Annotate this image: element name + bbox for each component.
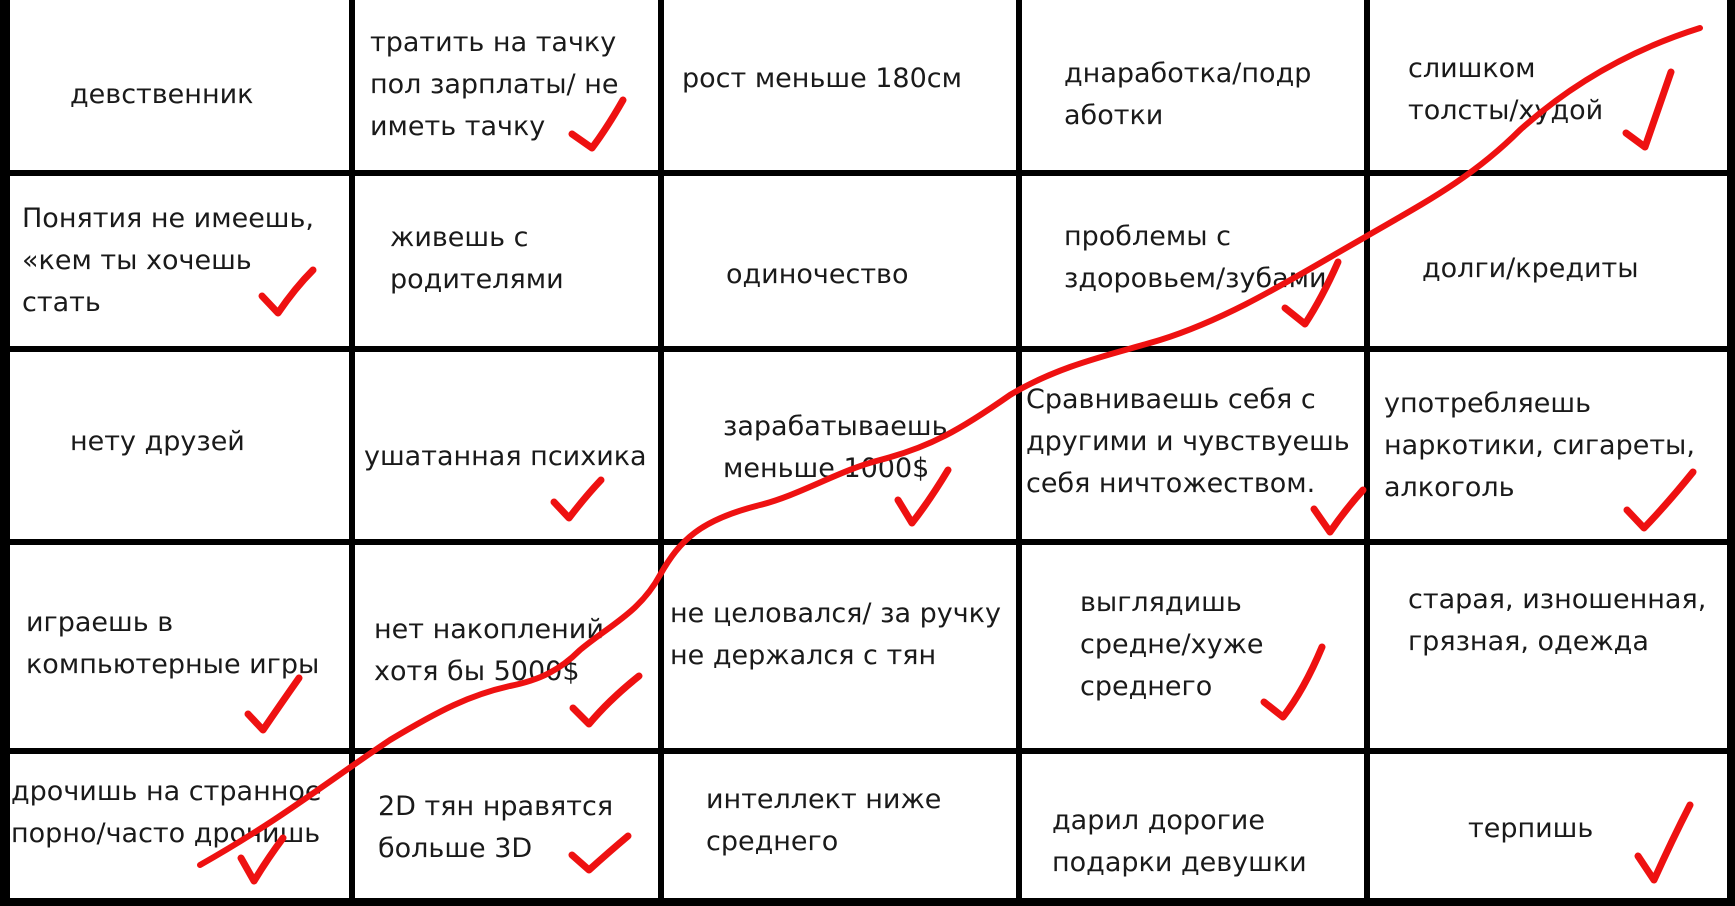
grid-line	[349, 0, 355, 906]
cell-r3c2-text: ушатанная психика	[364, 441, 647, 472]
cell-r1c3-text: рост меньше 180см	[682, 63, 963, 94]
cell-r5c2-text: 2D тян нравятся больше 3D	[378, 791, 614, 864]
grid-line	[1364, 0, 1370, 906]
cell-r5c1-text: дрочишь на странное порно/часто дрочишь	[11, 776, 322, 849]
cell-r4c5-text: старая, изношенная, грязная, одежда	[1408, 584, 1707, 657]
grid-line	[0, 0, 10, 906]
cell-r4c2-text: нет накоплений хотя бы 5000$	[374, 614, 604, 687]
cell-r3c3-text: зарабатываешь меньше 1000$	[723, 411, 948, 484]
cell-r5c5-text: терпишь	[1468, 813, 1594, 844]
grid-line	[1727, 0, 1735, 906]
cell-r2c1-text: Понятия не имеешь, «кем ты хочешь стать	[22, 203, 315, 318]
grid-line	[0, 170, 1735, 176]
cell-r2c5-text: долги/кредиты	[1422, 253, 1639, 284]
grid-line	[1016, 0, 1022, 906]
cell-r2c2-text: живешь с родителями	[390, 222, 564, 295]
grid-line	[658, 0, 664, 906]
grid-line	[0, 539, 1735, 545]
grid-line	[0, 898, 1735, 906]
cell-r1c4-text: днаработка/подр аботки	[1064, 58, 1312, 131]
cell-r1c1-text: девственник	[70, 79, 254, 110]
grid-line	[0, 748, 1735, 754]
cell-r2c4-text: проблемы с здоровьем/зубами	[1064, 221, 1327, 294]
cell-r3c4-text: Сравниваешь себя с другими и чувствуешь себя ничтожеством.	[1026, 384, 1350, 499]
cell-r4c3-text: не целовался/ за ручку не держался с тян	[670, 598, 1001, 671]
cell-r4c4-text: выглядишь средне/хуже среднего	[1080, 587, 1264, 702]
cell-r4c1-text: играешь в компьютерные игры	[26, 607, 320, 680]
cell-r3c1-text: нету друзей	[70, 426, 245, 457]
cell-r5c4-text: дарил дорогие подарки девушки	[1052, 805, 1307, 878]
cell-r1c5-text: слишком толсты/худой	[1408, 53, 1604, 126]
cell-r3c5-text: употребляешь наркотики, сигареты, алкоголь	[1384, 388, 1695, 503]
cell-r2c3-text: одиночество	[726, 259, 909, 290]
cell-r1c2-text: тратить на тачку пол зарплаты/ не иметь тачку	[370, 27, 619, 142]
grid-line	[0, 346, 1735, 352]
cell-r5c3-text: интеллект ниже среднего	[706, 784, 942, 857]
